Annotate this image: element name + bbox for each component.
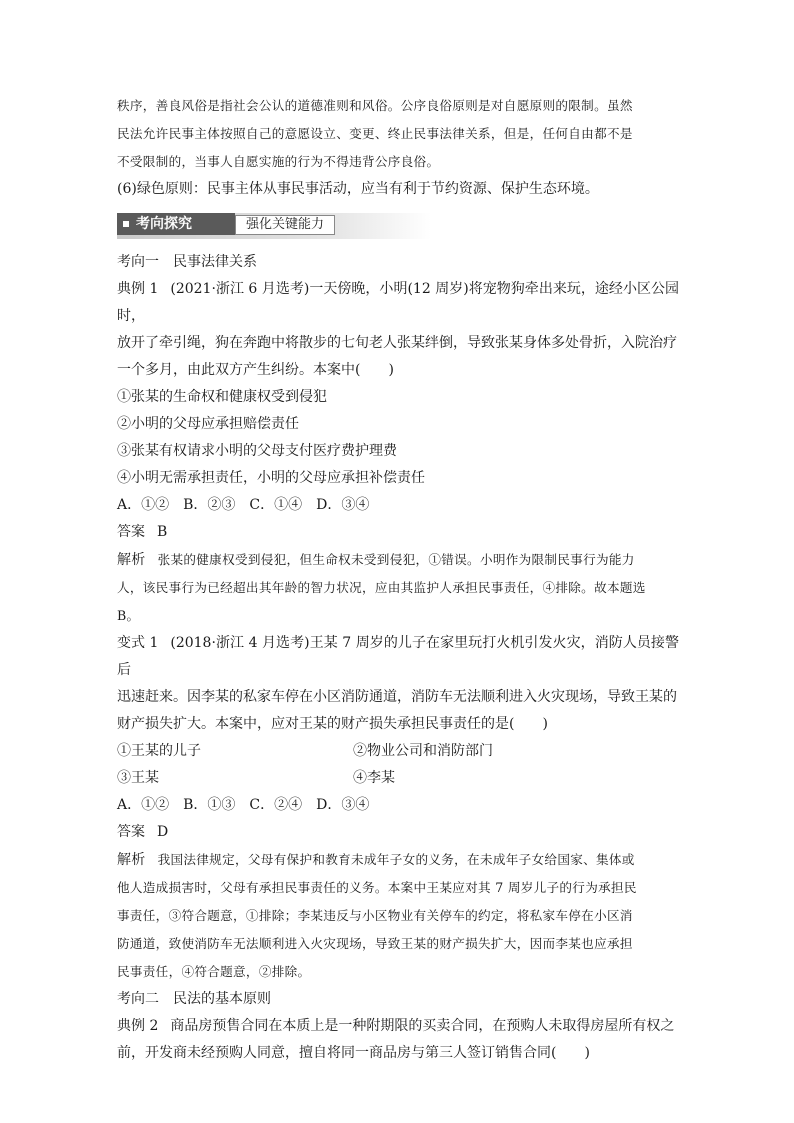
analysis-label: 解析 [117,852,146,868]
example-1-line: 一个多月，由此双方产生纠纷。本案中( ) [117,362,394,378]
banner-dark-label: 考向探究 [136,216,192,232]
variant-1-line: 财产损失扩大。本案中，应对王某的财产损失承担民事责任的是( ) [117,716,548,732]
variant-text: (2018·浙江 4 月选考)王某 7 周岁的儿子在家里玩打火机引发火灾，消防人员接警后 [117,635,679,678]
answer-line [117,519,679,546]
intro-line: 秩序，善良风俗是指社会公认的道德准则和风俗。公序良俗原则是对自愿原则的限制。虽然 [117,98,633,113]
section-banner [117,213,431,239]
choices: A．①② B．②③ C．①④ D．③④ [117,497,370,513]
analysis-label: 解析 [117,552,146,568]
banner-dark [117,213,235,235]
analysis-line [117,546,679,574]
banner-light-label: 强化关键能力 [235,215,335,235]
option-item: ③张某有权请求小明的父母支付医疗费护理费 [117,443,397,459]
analysis-line: 人，该民事行为已经超出其年龄的智力状况，应由其监护人承担民事责任，④排除。故本题选 [117,580,646,595]
answer-label: 答案 [117,824,145,840]
example-tag: 典例 2 [117,1018,159,1034]
document-page [117,92,679,1067]
intro-line: 民法允许民事主体按照自己的意愿设立、变更、终止民事法律关系，但是，任何自由都不是 [117,126,633,141]
answer-label: 答案 [117,524,145,540]
example-text: 商品房预售合同在本质上是一种附期限的买卖合同，在预购人未取得房屋所有权之 [170,1018,675,1034]
example-tag: 典例 1 [117,281,159,297]
analysis-line: 事责任，③符合题意，①排除；李某违反与小区物业有关停车的约定，将私家车停在小区消 [117,908,633,923]
analysis-line [117,846,679,874]
analysis-line: 民事责任，④符合题意，②排除。 [117,964,311,979]
options-row [117,765,679,792]
option-item: ①王某的儿子 [117,743,201,759]
example-2-line [117,1013,679,1040]
option-item: ④小明无需承担责任，小明的父母应承担补偿责任 [117,470,425,486]
example-2-line: 前，开发商未经预购人同意，擅自将同一商品房与第三人签订销售合同( ) [117,1045,590,1061]
analysis-line: 防通道，致使消防车无法顺利进入火灾现场，导致王某的财产损失扩大，因而李某也应承担 [117,936,633,951]
option-item: ②物业公司和消防部门 [353,743,493,759]
variant-tag: 变式 1 [117,635,159,651]
answer-value: D [157,824,169,840]
option-item: ②小明的父母应承担赔偿责任 [117,416,299,432]
analysis-text: 张某的健康权受到侵犯，但生命权未受到侵犯，①错误。小明作为限制民事行为能力 [157,552,635,567]
choices: A．①② B．①③ C．②④ D．③④ [117,797,370,813]
section-heading: 考向一 民事法律关系 [117,254,257,270]
option-item: ④李某 [353,770,395,786]
option-item: ①张某的生命权和健康权受到侵犯 [117,389,327,405]
square-icon [123,221,129,227]
intro-line: 不受限制的，当事人自愿实施的行为不得违背公序良俗。 [117,154,440,169]
example-text: (2021·浙江 6 月选考)一天傍晚，小明(12 周岁)将宠物狗牵出来玩，途经小区公园时， [117,281,679,324]
green-principle: (6)绿色原则：民事主体从事民事活动，应当有利于节约资源、保护生态环境。 [117,181,599,197]
option-item: ③王某 [117,770,159,786]
options-row [117,738,679,765]
section-heading: 考向二 民法的基本原则 [117,991,271,1007]
analysis-line: B。 [117,608,140,623]
analysis-line: 他人造成损害时，父母有承担民事责任的义务。本案中王某应对其 7 周岁儿子的行为承担民 [117,880,637,895]
example-1-line: 放开了牵引绳，狗在奔跑中将散步的七旬老人张某绊倒，导致张某身体多处骨折，入院治疗 [117,335,677,351]
variant-1-line [117,630,679,684]
answer-line [117,819,679,846]
answer-value: B [157,524,168,540]
example-1-line [117,276,679,330]
analysis-text: 我国法律规定，父母有保护和教育未成年子女的义务，在未成年子女给国家、集体或 [157,852,635,867]
variant-1-line: 迅速赶来。因李某的私家车停在小区消防通道，消防车无法顺利进入火灾现场，导致王某的 [117,689,677,705]
